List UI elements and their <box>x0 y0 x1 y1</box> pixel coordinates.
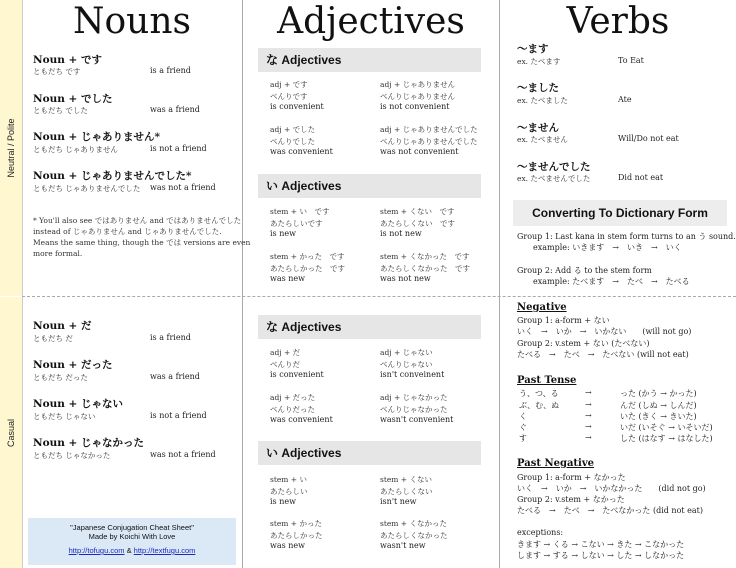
adj-meaning: was new <box>270 541 305 550</box>
column-divider <box>242 0 243 568</box>
noun-form: Noun + でした <box>33 93 113 105</box>
noun-note: * You'll also see ではありません and ではありませんでした instead of じゃありません and じゃありませんでした. Means the same thing, though the では versions are even more formal. <box>33 216 251 258</box>
noun-meaning: was not a friend <box>150 183 216 192</box>
adj-example: あたらしくなかった <box>380 531 448 540</box>
verb-example: ex. たべません <box>517 135 568 144</box>
adj-form: stem + い です <box>270 207 330 216</box>
noun-form: Noun + じゃなかった <box>33 437 144 449</box>
adj-meaning: is new <box>270 497 296 506</box>
noun-meaning: is not a friend <box>150 411 207 420</box>
noun-example: ともだち でした <box>33 106 88 115</box>
verb-form: 〜ました <box>517 82 559 94</box>
i-adjectives-casual-heading: い Adjectives <box>258 441 481 465</box>
verb-form: 〜ません <box>517 122 559 134</box>
adj-example: べんりじゃなかった <box>380 405 448 414</box>
side-bar-polite <box>0 0 23 296</box>
i-adjectives-heading: い Adjectives <box>258 174 481 198</box>
credit-box <box>28 518 236 565</box>
adj-form: adj + じゃなかった <box>380 393 448 402</box>
noun-meaning: was a friend <box>150 105 200 114</box>
adj-example: あたらしくなかった です <box>380 264 470 273</box>
adj-meaning: was convenient <box>270 415 333 424</box>
noun-meaning: was not a friend <box>150 450 216 459</box>
noun-form: Noun + だ <box>33 320 92 332</box>
adj-form: stem + かった <box>270 519 322 528</box>
ending: ぶ、む、ぬ <box>519 401 560 410</box>
verb-meaning: Will/Do not eat <box>618 134 679 143</box>
adj-meaning: is convenient <box>270 370 324 379</box>
group2-rule: Group 2: Add る to the stem form <box>517 266 652 275</box>
adj-example: あたらしいです <box>270 219 323 228</box>
verb-form: 〜ます <box>517 43 549 55</box>
adj-example: あたらしかった です <box>270 264 345 273</box>
adj-form: stem + くなかった <box>380 519 447 528</box>
side-label-casual: Casual <box>6 418 16 447</box>
adj-meaning: is new <box>270 229 296 238</box>
adj-example: べんりじゃありませんでした <box>380 137 478 146</box>
verb-meaning: Ate <box>618 95 632 104</box>
noun-example: ともだち じゃなかった <box>33 451 111 460</box>
adj-meaning: wasn't new <box>380 541 426 550</box>
noun-example: ともだち だった <box>33 373 88 382</box>
verb-example: ex. たべました <box>517 96 568 105</box>
adj-form: adj + じゃありませんでした <box>380 125 478 134</box>
verb-form: 〜ませんでした <box>517 161 591 173</box>
tofugu-link[interactable]: http://tofugu.com <box>68 546 125 555</box>
verb-example: ex. たべませんでした <box>517 174 591 183</box>
credit-title: "Japanese Conjugation Cheat Sheet" <box>70 523 194 532</box>
arrow: → <box>585 388 592 397</box>
adj-example: べんりだった <box>270 405 315 414</box>
credit-author: Made by Koichi With Love <box>88 532 176 541</box>
noun-form: Noun + だった <box>33 359 113 371</box>
column-divider <box>499 0 500 568</box>
rule-line: Group 1: a-form + なかった <box>517 473 626 482</box>
na-adjectives-casual-heading: な Adjectives <box>258 315 481 339</box>
header-verbs: Verbs <box>566 1 670 42</box>
adj-example: あたらしくない です <box>380 219 455 228</box>
side-label-polite: Neutral / Polite <box>6 118 16 178</box>
ending: す <box>519 434 527 443</box>
adj-form: adj + だ <box>270 348 301 357</box>
past-negative-heading: Past Negative <box>517 458 595 469</box>
adj-example: べんりです <box>270 92 308 101</box>
verb-meaning: Did not eat <box>618 173 664 182</box>
side-bar-casual <box>0 297 23 568</box>
adj-example: べんりでした <box>270 137 315 146</box>
adj-meaning: is not new <box>380 229 422 238</box>
ending: ぐ <box>519 423 527 432</box>
rule-line: たべる → たべ → たべない (will not eat) <box>517 350 689 359</box>
noun-example: ともだち じゃありませんでした <box>33 184 141 193</box>
adj-example: あたらしかった <box>270 531 323 540</box>
result: した (はなす → はなした) <box>620 434 713 443</box>
dictionary-form-heading: Converting To Dictionary Form <box>513 200 727 226</box>
adj-example: べんりじゃありません <box>380 92 455 101</box>
noun-example: ともだち じゃない <box>33 412 96 421</box>
adj-meaning: was not new <box>380 274 431 283</box>
rule-line: Group 1: a-form + ない <box>517 316 610 325</box>
noun-example: ともだち です <box>33 67 81 76</box>
rule-line: いく → いか → いかなかった (did not go) <box>517 484 706 493</box>
arrow: → <box>585 400 592 409</box>
noun-meaning: was a friend <box>150 372 200 381</box>
adj-form: stem + くない <box>380 475 432 484</box>
adj-meaning: is not convenient <box>380 102 450 111</box>
noun-example: ともだち だ <box>33 334 73 343</box>
noun-form: Noun + じゃありませんでした* <box>33 170 192 182</box>
rule-line: Group 2: v.stem + なかった <box>517 495 625 504</box>
rule-line: たべる → たべ → たべなかった (did not eat) <box>517 506 703 515</box>
credit-links: http://tofugu.com & http://textfugu.com <box>68 546 196 555</box>
result: いだ (いそぐ → いそいだ) <box>620 423 713 432</box>
adj-form: adj + じゃない <box>380 348 433 357</box>
ending: う、つ、る <box>519 389 559 398</box>
result: んだ (しぬ → しんだ) <box>620 401 697 410</box>
na-adjectives-heading: な Adjectives <box>258 48 481 72</box>
adj-meaning: wasn't convenient <box>380 415 454 424</box>
adj-form: adj + じゃありません <box>380 80 456 89</box>
noun-meaning: is a friend <box>150 333 191 342</box>
noun-example: ともだち じゃありません <box>33 145 118 154</box>
section-divider <box>22 296 736 297</box>
ending: く <box>519 412 527 421</box>
rule-line: Group 2: v.stem + ない (たべない) <box>517 339 650 348</box>
adj-example: べんりじゃない <box>380 360 433 369</box>
adj-meaning: is convenient <box>270 102 324 111</box>
adj-meaning: was new <box>270 274 305 283</box>
noun-form: Noun + です <box>33 54 102 66</box>
group1-example: example: いきます → いき → いく <box>533 243 682 252</box>
adj-example: べんりだ <box>270 360 300 369</box>
adj-meaning: was convenient <box>270 147 333 156</box>
adj-form: adj + だった <box>270 393 316 402</box>
exception-line: きます → くる → こない → きた → こなかった <box>517 540 685 549</box>
adj-example: あたらしい <box>270 487 308 496</box>
result: いた (きく → きいた) <box>620 412 697 421</box>
adj-form: stem + くない です <box>380 207 455 216</box>
verb-example: ex. たべます <box>517 57 561 66</box>
arrow: → <box>585 411 592 420</box>
group2-example: example: たべます → たべ → たべる <box>533 277 690 286</box>
exceptions-label: exceptions: <box>517 528 564 537</box>
textfugu-link[interactable]: http://textfugu.com <box>133 546 196 555</box>
rule-line: いく → いか → いかない (will not go) <box>517 327 692 336</box>
arrow: → <box>585 433 592 442</box>
header-adjectives: Adjectives <box>277 1 465 42</box>
adj-form: adj + でした <box>270 125 316 134</box>
adj-meaning: was not convenient <box>380 147 459 156</box>
group1-rule: Group 1: Last kana in stem form turns to an う sound. <box>517 232 736 241</box>
negative-heading: Negative <box>517 302 567 313</box>
adj-form: stem + くなかった です <box>380 252 470 261</box>
noun-meaning: is not a friend <box>150 144 207 153</box>
noun-form: Noun + じゃない <box>33 398 123 410</box>
past-tense-heading: Past Tense <box>517 375 577 386</box>
verb-meaning: To Eat <box>618 56 644 65</box>
noun-meaning: is a friend <box>150 66 191 75</box>
arrow: → <box>585 422 592 431</box>
adj-form: stem + かった です <box>270 252 345 261</box>
adj-form: stem + い <box>270 475 307 484</box>
adj-meaning: isn't new <box>380 497 417 506</box>
adj-form: adj + です <box>270 80 308 89</box>
exception-line: します → する → しない → した → しなかった <box>517 551 685 560</box>
adj-meaning: isn't conveinent <box>380 370 445 379</box>
header-nouns: Nouns <box>72 1 192 42</box>
noun-form: Noun + じゃありません* <box>33 131 160 143</box>
result: った (かう → かった) <box>620 389 697 398</box>
adj-example: あたらしくない <box>380 487 433 496</box>
